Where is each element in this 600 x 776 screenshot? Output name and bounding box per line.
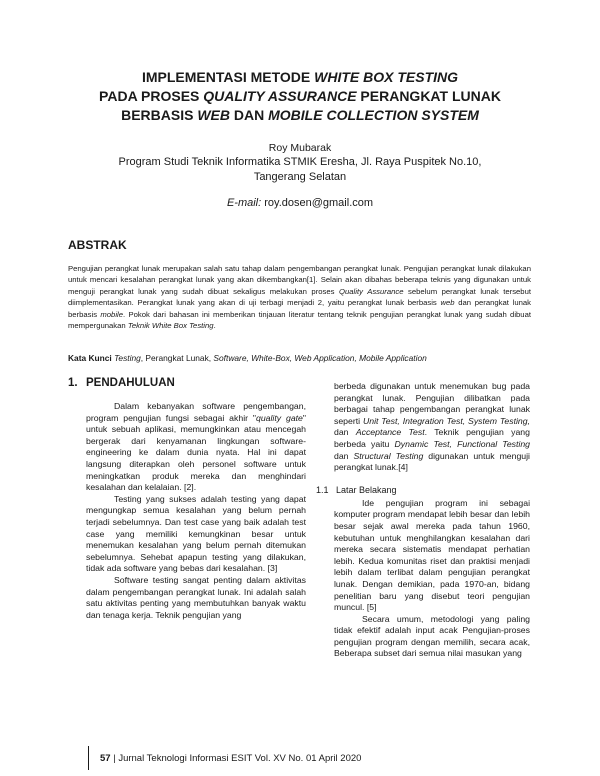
subsection-paragraph-2: Secara umum, metodologi yang paling tidak efektif adalah input acak Pengujian-proses pengujian program dengan memilih, secara acak, Beberapa subset dari semua nilai masukan yang (334, 613, 530, 659)
keywords-label: Kata Kunci (68, 353, 112, 363)
author-affiliation: Program Studi Teknik Informatika STMIK Eresha, Jl. Raya Puspitek No.10, (118, 156, 482, 168)
abstract-text: Pengujian perangkat lunak merupakan salah satu tahap dalam pengembangan perangkat lunak. Pengujian perangkat lunak dilakukan untuk mencari kesalahan perangkat lunak yang akan dikembangkan[1]. Selain akan dibahas beberapa teknis yang digunakan untuk menguji perangkat lunak yang sudah dibuat sekaligus melakukan proses Quality Assurance sebelum perangkat lunak tersebut diimplementasikan. Perangkat lunak yang akan di uji terbagi menjadi 2, yaitu perangkat lunak berbasis web dan perangkat lunak berbasis mobile. Pokok dari bahasan ini memberikan tinjauan literatur tentang teknik pengujian perangkat lunak yang sudah dibuat mempergunakan Teknik White Box Testing. (68, 264, 531, 331)
section-heading: 1. PENDAHULUAN (68, 377, 175, 389)
page-number: 57 (100, 753, 111, 764)
paper-title (40, 68, 560, 125)
footer-divider (88, 746, 89, 770)
title-line-3: BERBASIS WEB DAN MOBILE COLLECTION SYSTEM (121, 107, 479, 123)
author-affiliation-city: Tangerang Selatan (253, 171, 347, 183)
subsection-heading: 1.1 Latar Belakang (316, 484, 397, 495)
title-line-2: PADA PROSES QUALITY ASSURANCE PERANGKAT LUNAK (99, 88, 501, 104)
email-link[interactable]: roy.dosen@gmail.com (261, 197, 374, 209)
subsection-paragraph-1: Ide pengujian program ini sebagai komputer program mendapat lebih besar dan lebih besar sejak awal mereka pada tahun 1960, kebutuhan untuk menghilangkan kesalahan dari mereka secara sistematis mendapat perhatian lebih. Kedua komunitas riset dan praktisi menjadi lebih dalam terlibat dalam pengujian perangkat lunak. Dengan demikian, pada 1970-an, bidang penelitian baru yang disebut teori pengujian muncul. [5] (334, 497, 530, 613)
page-footer (100, 753, 361, 764)
right-column (316, 381, 530, 660)
abstract-heading: ABSTRAK (68, 238, 127, 252)
author-name: Roy Mubarak (268, 142, 332, 154)
author-block (60, 141, 540, 185)
section1-paragraph-3: Software testing sangat penting dalam aktivitas dalam pengembangan perangkat lunak. Ini adalah salah satu aktivitas penting yang membutuhkan banyak waktu dan tenaga kerja. Teknik pengujian yang (86, 574, 306, 620)
section1-paragraph-2: Testing yang sukses adalah testing yang dapat mengungkap semua kesalahan yang belum pernah terjadi sebelumnya. Dan test case yang baik adalah test case yang memiliki kemungkinan besar untuk menemukan kesalahan yang belum pernah ditemukan sebelumnya. Sehebat apapun testing yang dilakukan, tidak ada software yang bebas dari kesalahan. [3] (86, 493, 306, 574)
section1-paragraph-1: Dalam kebanyakan software pengembangan, program pengujian fungsi sebagai akhir "quality gate" untuk sebuah aplikasi, memungkinkan atau mencegah bergerak dari kenyamanan lingkungan software-engineering ke dalam dunia nyata. Hal ini dapat langsung diterapkan oleh personel software untuk meningkatkan produk mereka dan menghindari kesalahan dan kelalaian. [2]. (86, 401, 306, 493)
left-column (68, 375, 306, 621)
title-line-1: IMPLEMENTASI METODE WHITE BOX TESTING (141, 69, 459, 85)
section1-paragraph-4: berbeda digunakan untuk menemukan bug pada perangkat lunak. Pengujian dilibatkan pada berbagai tahap pengembangan perangkat lunak seperti Unit Test, Integration Test, System Testing, dan Acceptance Test. Teknik pengujian yang berbeda yaitu Dynamic Test, Functional Testing dan Structural Testing digunakan untuk menguji perangkat lunak.[4] (334, 381, 530, 473)
keywords: Kata Kunci Testing, Perangkat Lunak, Software, White-Box, Web Application, Mobile Application (68, 353, 427, 363)
author-email: E-mail: roy.dosen@gmail.com (226, 197, 374, 209)
journal-name: | Jurnal Teknologi Informasi ESIT Vol. XV No. 01 April 2020 (110, 753, 362, 764)
